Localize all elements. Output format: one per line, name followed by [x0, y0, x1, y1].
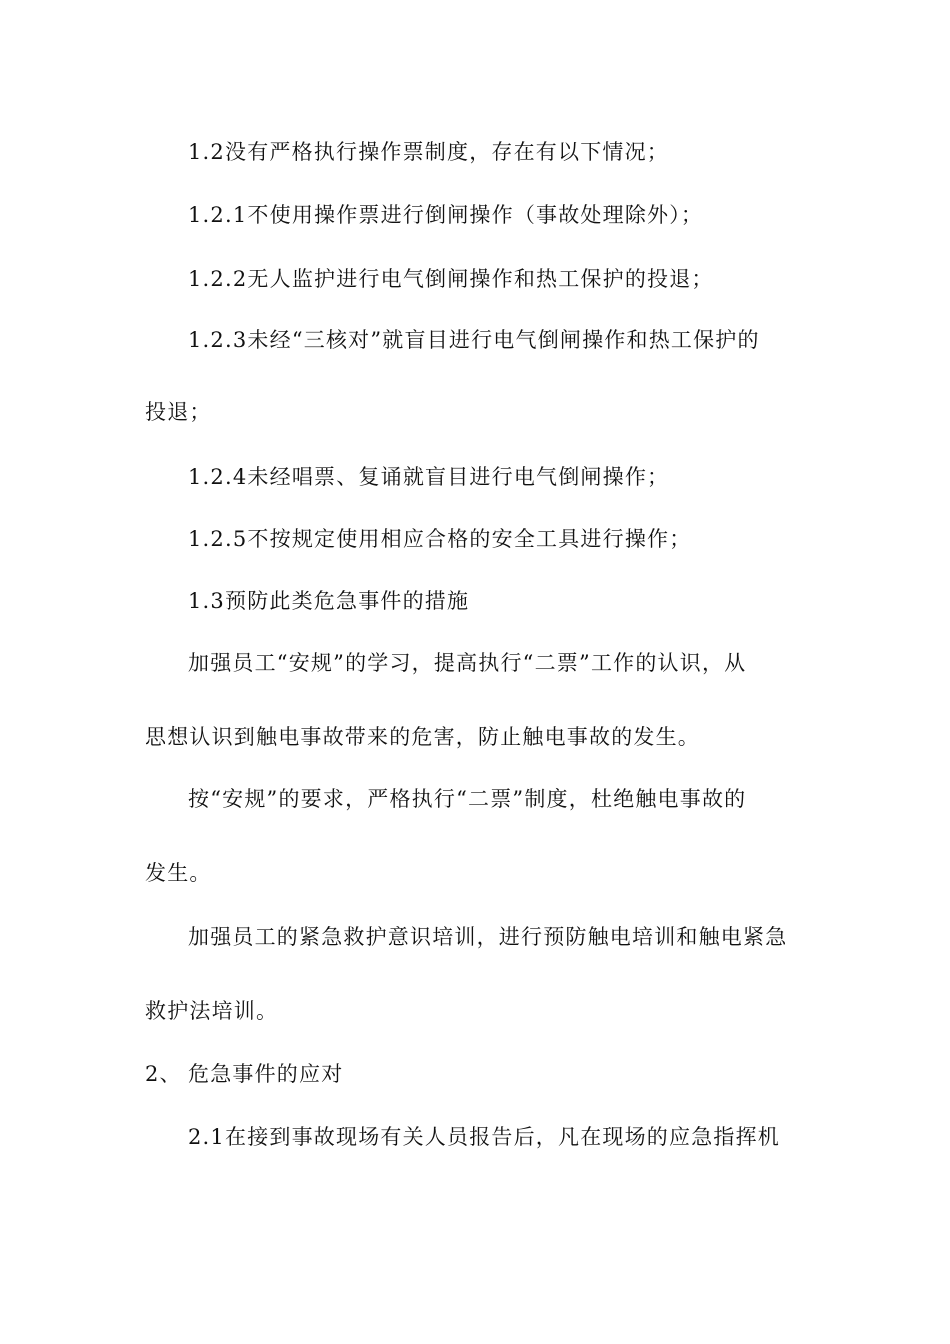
paragraph-measure-2-line2: 发生。	[145, 861, 212, 885]
paragraph-2-1: 2.1在接到事故现场有关人员报告后，凡在现场的应急指挥机	[188, 1125, 780, 1149]
paragraph-measure-1-line1: 加强员工“安规”的学习，提高执行“二票”工作的认识，从	[188, 651, 747, 675]
paragraph-measure-1-line2: 思想认识到触电事故带来的危害，防止触电事故的发生。	[145, 725, 700, 749]
paragraph-1-2-2: 1.2.2无人监护进行电气倒闸操作和热工保护的投退；	[188, 267, 714, 291]
paragraph-1-2-1: 1.2.1不使用操作票进行倒闸操作（事故处理除外）；	[188, 203, 704, 227]
section-heading-2	[145, 1059, 343, 1089]
paragraph-1-2-3-line1: 1.2.3未经“三核对”就盲目进行电气倒闸操作和热工保护的	[188, 328, 760, 352]
paragraph-1-2: 1.2没有严格执行操作票制度，存在有以下情况；	[188, 140, 669, 164]
paragraph-measure-3-line1: 加强员工的紧急救护意识培训，进行预防触电培训和触电紧急	[188, 925, 788, 949]
paragraph-1-3: 1.3预防此类危急事件的措施	[188, 589, 470, 613]
section-heading-number: 2、	[145, 1062, 182, 1086]
paragraph-1-2-4: 1.2.4未经唱票、复诵就盲目进行电气倒闸操作；	[188, 465, 670, 489]
paragraph-1-2-5: 1.2.5不按规定使用相应合格的安全工具进行操作；	[188, 527, 692, 551]
paragraph-measure-2-line1: 按“安规”的要求，严格执行“二票”制度，杜绝触电事故的	[188, 787, 747, 811]
paragraph-1-2-3-line2: 投退；	[145, 400, 212, 424]
section-heading-text: 危急事件的应对	[188, 1062, 344, 1086]
paragraph-measure-3-line2: 救护法培训。	[145, 999, 279, 1023]
